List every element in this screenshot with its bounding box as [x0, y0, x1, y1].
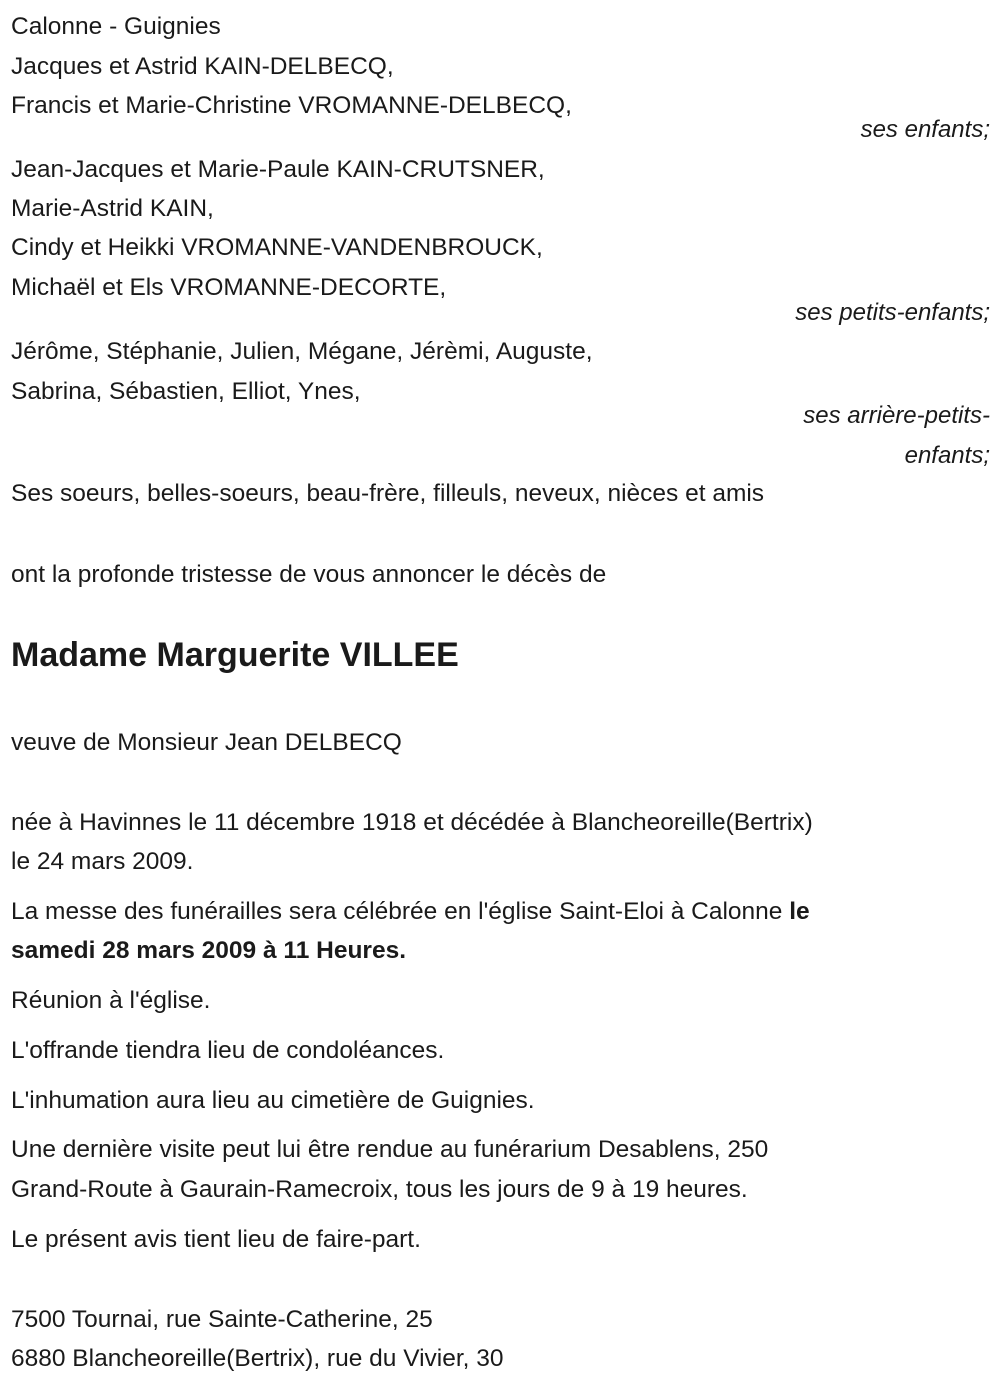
widow-line: veuve de Monsieur Jean DELBECQ	[11, 729, 402, 756]
address-line: 6880 Blancheoreille(Bertrix), rue du Vivier, 30	[11, 1345, 504, 1372]
visit-line: Grand-Route à Gaurain-Ramecroix, tous les jours de 9 à 19 heures.	[11, 1176, 748, 1203]
great-grandchildren-label-cont: enfants;	[904, 442, 990, 469]
announcement: ont la profonde tristesse de vous annoncer le décès de	[11, 561, 607, 588]
notice-line: Le présent avis tient lieu de faire-part.	[11, 1226, 421, 1253]
mass-date-bold: samedi 28 mars 2009 à 11 Heures.	[11, 937, 407, 964]
mass-date	[11, 935, 406, 967]
child-line: Jacques et Astrid KAIN-DELBECQ,	[11, 53, 394, 80]
mass-line	[11, 896, 810, 928]
birth-death-line: née à Havinnes le 11 décembre 1918 et décédée à Blancheoreille(Bertrix)	[11, 809, 813, 836]
mass-text: La messe des funérailles sera célébrée en l'église Saint-Eloi à Calonne	[11, 898, 790, 925]
visit-line: Une dernière visite peut lui être rendue au funérarium Desablens, 250	[11, 1136, 769, 1163]
child-line: Francis et Marie-Christine VROMANNE-DELBECQ,	[11, 92, 572, 119]
grandchildren-label: ses petits-enfants;	[795, 299, 990, 326]
grandchild-line: Jean-Jacques et Marie-Paule KAIN-CRUTSNER,	[11, 156, 545, 183]
birth-death-line: le 24 mars 2009.	[11, 848, 194, 875]
location-header: Calonne - Guignies	[11, 13, 221, 40]
address-line: 7500 Tournai, rue Sainte-Catherine, 25	[11, 1306, 433, 1333]
meeting-line: Réunion à l'église.	[11, 987, 211, 1014]
others-line: Ses soeurs, belles-soeurs, beau-frère, filleuls, neveux, nièces et amis	[11, 480, 765, 507]
grandchild-line: Michaël et Els VROMANNE-DECORTE,	[11, 274, 447, 301]
great-grandchild-line: Sabrina, Sébastien, Elliot, Ynes,	[11, 378, 361, 405]
children-label: ses enfants;	[860, 116, 990, 143]
grandchild-line: Cindy et Heikki VROMANNE-VANDENBROUCK,	[11, 234, 543, 261]
great-grandchild-line: Jérôme, Stéphanie, Julien, Mégane, Jérèmi, Auguste,	[11, 338, 593, 365]
burial-line: L'inhumation aura lieu au cimetière de Guignies.	[11, 1087, 535, 1114]
deceased-name: Madame Marguerite VILLEE	[11, 636, 459, 674]
great-grandchildren-label: ses arrière-petits-	[803, 402, 990, 429]
mass-bold: le	[789, 898, 810, 925]
offering-line: L'offrande tiendra lieu de condoléances.	[11, 1037, 445, 1064]
grandchild-line: Marie-Astrid KAIN,	[11, 195, 214, 222]
